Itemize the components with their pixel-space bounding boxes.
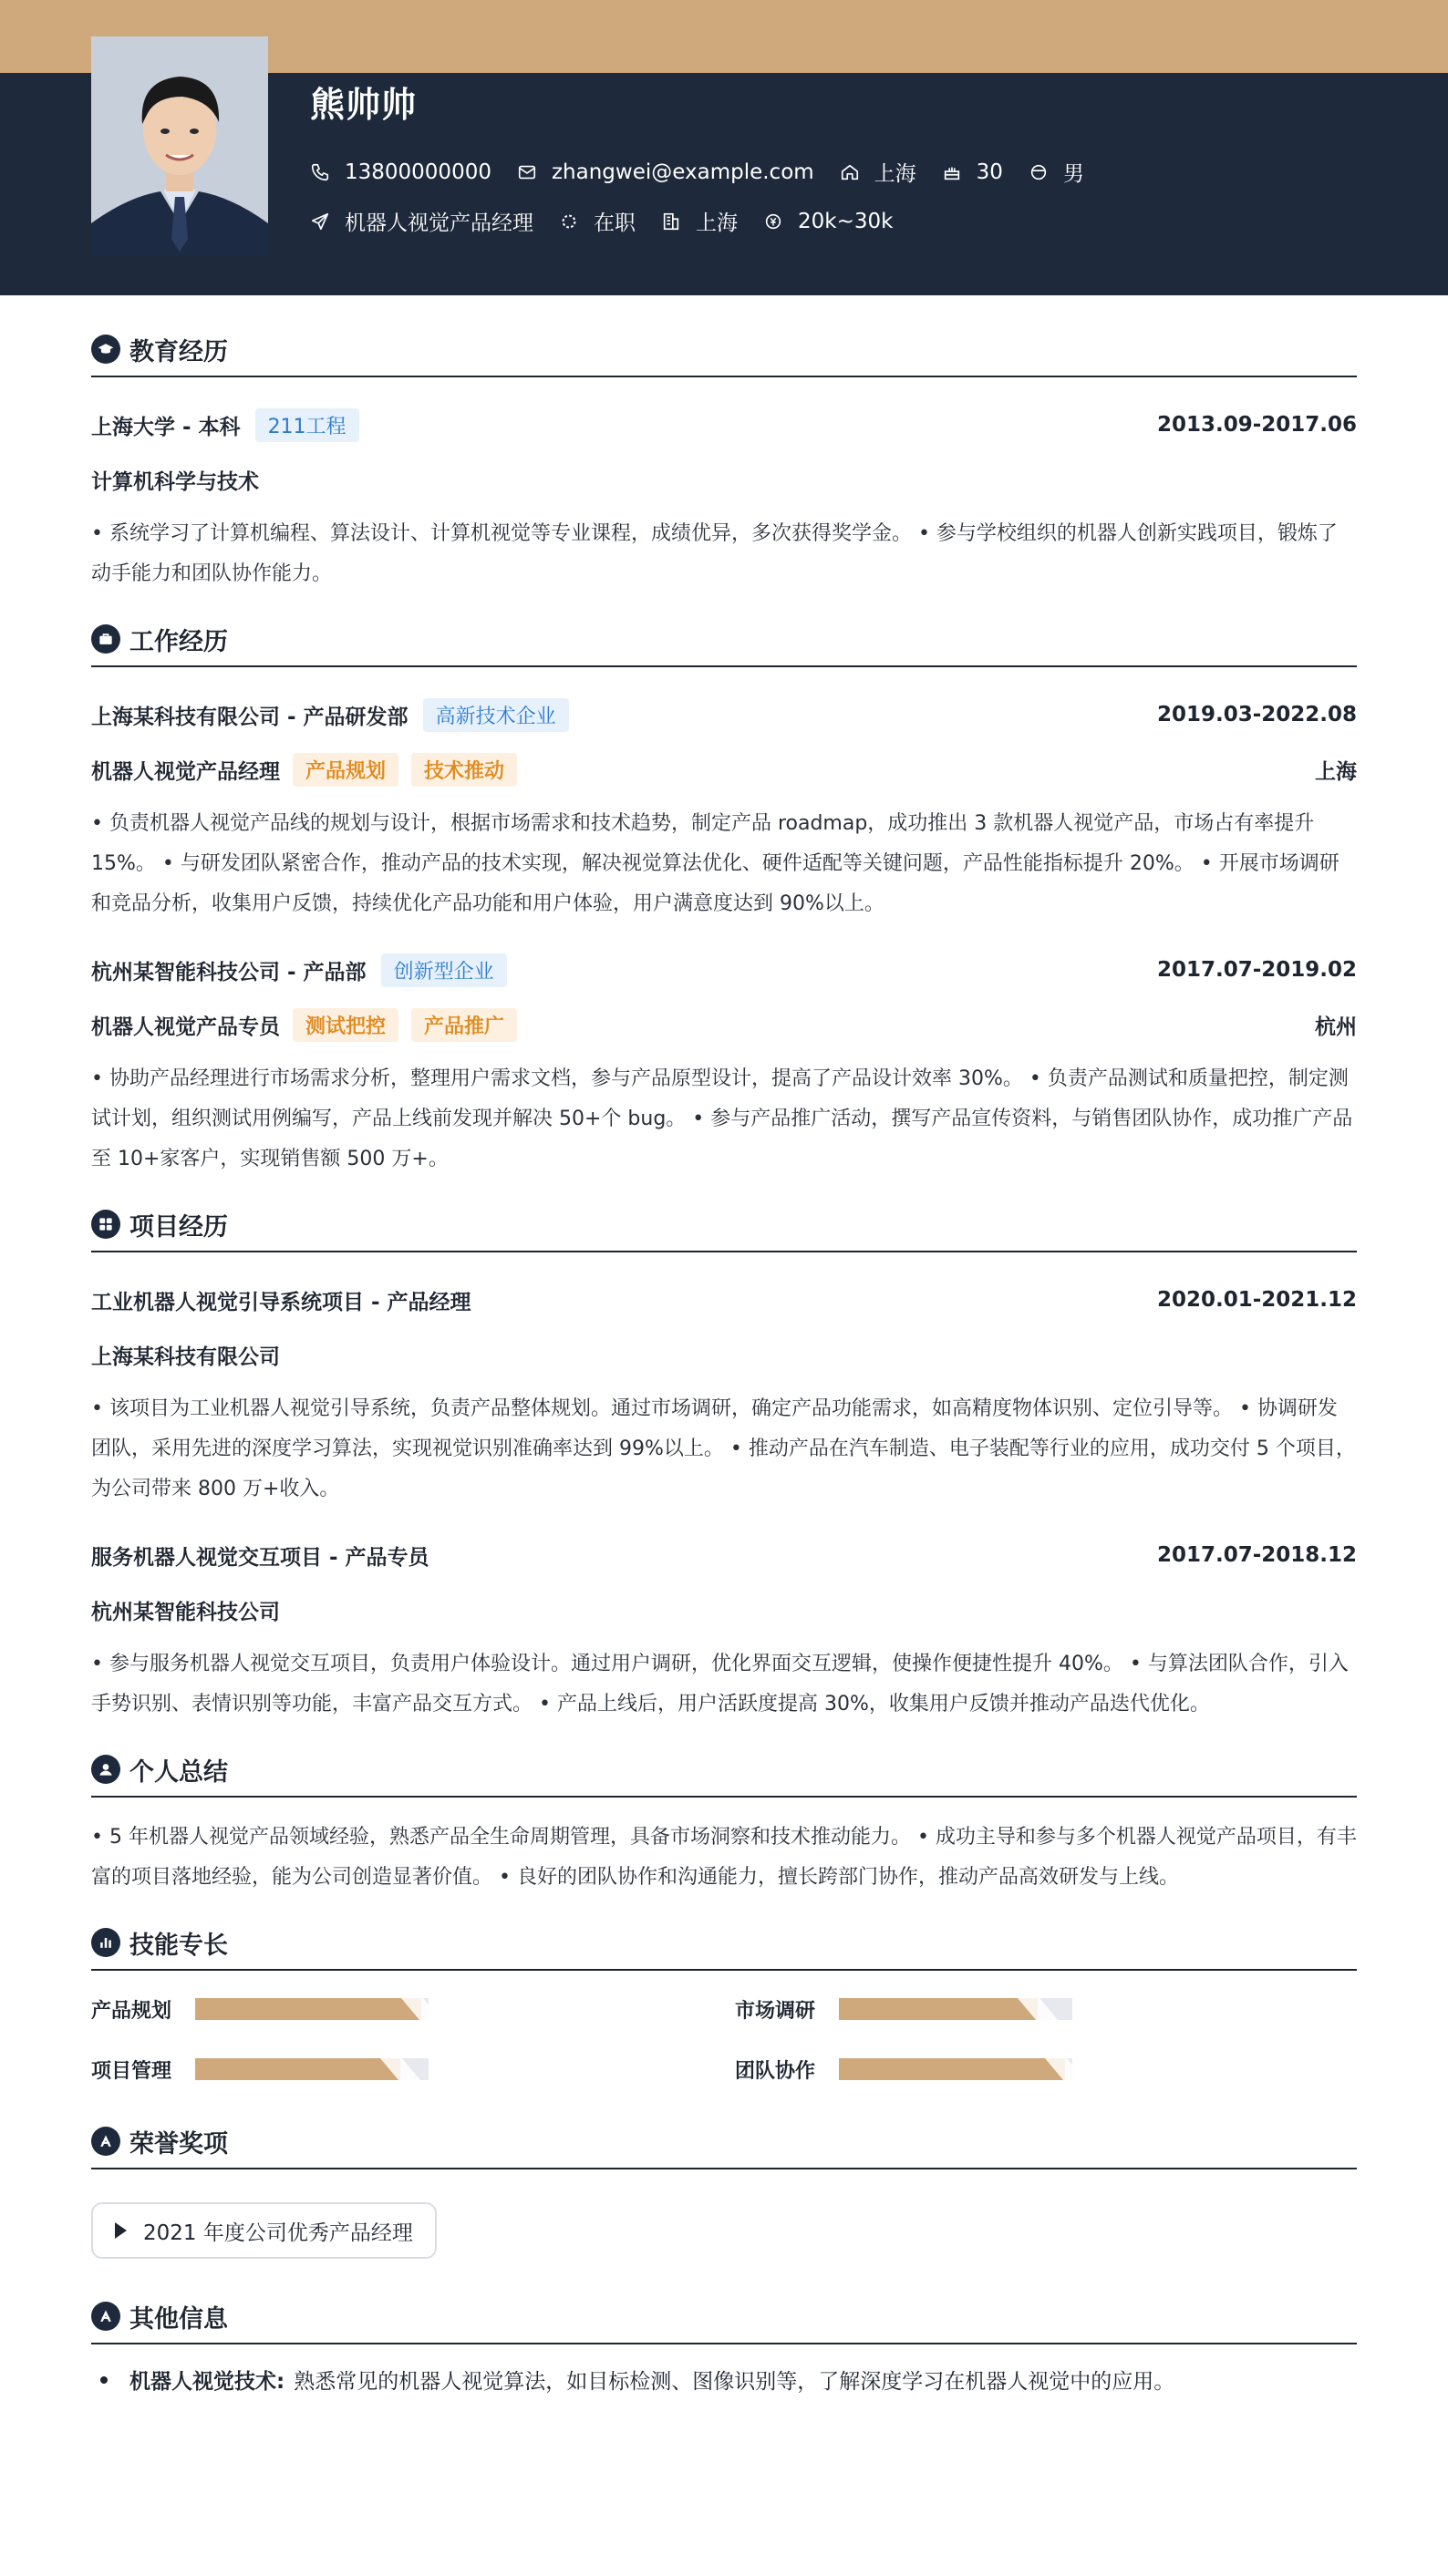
skill-bar [839, 2058, 1072, 2080]
education-row [91, 397, 1357, 452]
skill-label: 产品规划 [91, 1999, 172, 2023]
grid-icon [91, 1210, 120, 1239]
work-desc: • 负责机器人视觉产品线的规划与设计，根据市场需求和技术趋势，制定产品 roadmap，成功推出 3 款机器人视觉产品，市场占有率提升 15%。 • 与研发团队紧密合作，推动产品的技术实现，解决视觉算法优化、硬件适配等关键问题，产品性能指标提升 20%。 • 开展市场调研和竞品分析，收集用户反馈，持续优化产品功能和用户体验，用户满意度达到 90%以上。 [91, 812, 1339, 915]
award-item[interactable] [91, 2202, 437, 2259]
section-header [91, 2115, 1357, 2169]
work-section [91, 613, 1357, 1180]
skill-item [91, 1991, 735, 2027]
other-list [91, 2365, 1357, 2395]
work-company-row [91, 943, 1357, 997]
major-name: 计算机科学与技术 [91, 469, 259, 494]
section-title: 技能专长 [129, 1931, 228, 1960]
user-icon [91, 1755, 120, 1784]
skill-tag: 技术推动 [411, 753, 517, 787]
awards-section [91, 2115, 1357, 2290]
section-header [91, 1743, 1357, 1798]
list-item [91, 2365, 1357, 2395]
gender-value: 男 [1062, 162, 1084, 186]
building-icon [661, 211, 681, 232]
project-company: 杭州某智能科技公司 [91, 1600, 280, 1624]
project-row [91, 1273, 1357, 1327]
company-name: 上海某科技有限公司 - 产品研发部 [91, 705, 409, 729]
job-title: 机器人视觉产品专员 [91, 1015, 280, 1039]
company-tag: 高新技术企业 [423, 698, 569, 732]
city-item [840, 157, 916, 187]
award-icon [91, 2302, 120, 2331]
skill-fill [195, 2058, 400, 2080]
work-title-row [91, 997, 1357, 1052]
work-city: 上海 [1315, 759, 1357, 784]
project-row [91, 1528, 1357, 1582]
other-section [91, 2290, 1357, 2395]
projects-section [91, 1198, 1357, 1725]
education-section [91, 323, 1357, 594]
send-icon [310, 211, 330, 232]
skill-label: 项目管理 [91, 2059, 172, 2083]
project-name: 工业机器人视觉引导系统项目 - 产品经理 [91, 1290, 471, 1314]
candidate-name: 熊帅帅 [310, 85, 418, 125]
section-header [91, 1198, 1357, 1252]
avatar-photo [91, 36, 268, 255]
gender-item [1029, 157, 1084, 187]
section-title: 项目经历 [129, 1212, 228, 1242]
work-city-item [661, 206, 738, 236]
project-name: 服务机器人视觉交互项目 - 产品专员 [91, 1545, 429, 1570]
company-tag: 创新型企业 [381, 953, 507, 987]
section-title: 个人总结 [129, 1757, 228, 1787]
position-item [310, 206, 533, 236]
skill-fill [839, 2058, 1065, 2080]
play-triangle-icon [115, 2222, 127, 2239]
skill-item [91, 2051, 735, 2087]
section-title: 教育经历 [129, 337, 228, 366]
status-value: 在职 [594, 211, 636, 235]
section-header [91, 323, 1357, 377]
education-period: 2013.09-2017.06 [1156, 413, 1357, 437]
work-period: 2017.07-2019.02 [1156, 958, 1357, 982]
bar-chart-icon [91, 1928, 120, 1957]
skill-fill [839, 1998, 1038, 2020]
city-value: 上海 [874, 162, 916, 186]
section-header [91, 1916, 1357, 1971]
avatar [91, 36, 268, 255]
skills-grid [91, 1991, 1357, 2087]
skills-section [91, 1916, 1357, 2087]
section-title: 荣誉奖项 [129, 2129, 228, 2159]
work-company-row [91, 687, 1357, 742]
project-period: 2017.07-2018.12 [1156, 1543, 1357, 1567]
section-header [91, 613, 1357, 667]
skill-fill [195, 1998, 421, 2020]
graduation-cap-icon [91, 335, 120, 364]
project-period: 2020.01-2021.12 [1156, 1288, 1357, 1312]
skill-label: 团队协作 [735, 2059, 816, 2083]
salary-value: 20k~30k [798, 209, 894, 233]
job-title: 机器人视觉产品经理 [91, 759, 280, 784]
position-value: 机器人视觉产品经理 [345, 211, 533, 235]
work-title-row [91, 742, 1357, 797]
project-desc: • 参与服务机器人视觉交互项目，负责用户体验设计。通过用户调研，优化界面交互逻辑，使操作便捷性提升 40%。 • 与算法团队合作，引入手势识别、表情识别等功能，丰富产品交互方式。 • 产品上线后，用户活跃度提高 30%，收集用户反馈并推动产品迭代优化。 [91, 1653, 1349, 1716]
section-title: 工作经历 [129, 627, 228, 656]
email-value: zhangwei@example.com [551, 160, 814, 184]
work-period: 2019.03-2022.08 [1156, 703, 1357, 726]
skill-tag: 产品规划 [293, 753, 398, 787]
work-city-value: 上海 [696, 211, 738, 235]
salary-item [763, 210, 893, 233]
age-value: 30 [976, 160, 1003, 184]
section-title: 其他信息 [129, 2304, 228, 2334]
skill-bar [195, 2058, 429, 2080]
money-icon [763, 211, 783, 232]
education-desc: • 系统学习了计算机编程、算法设计、计算机视觉等专业课程，成绩优异，多次获得奖学金。 • 参与学校组织的机器人创新实践项目，锻炼了动手能力和团队协作能力。 [91, 522, 1338, 585]
other-value: 熟悉常见的机器人视觉算法，如目标检测、图像识别等，了解深度学习在机器人视觉中的应用。 [294, 2370, 1175, 2394]
phone-value: 13800000000 [345, 160, 491, 184]
resume-content [91, 323, 1357, 2395]
gender-icon [1029, 162, 1049, 182]
skill-bar [195, 1998, 429, 2020]
work-city: 杭州 [1315, 1015, 1357, 1039]
phone-item [310, 160, 491, 184]
skill-item [735, 1991, 1357, 2027]
award-icon [91, 2127, 120, 2156]
project-company: 上海某科技有限公司 [91, 1345, 280, 1369]
briefcase-icon [91, 624, 120, 654]
summary-text: • 5 年机器人视觉产品领域经验，熟悉产品全生命周期管理，具备市场洞察和技术推动能力。 • 成功主导和参与多个机器人视觉产品项目，有丰富的项目落地经验，能为公司创造显著价值。 • 良好的团队协作和沟通能力，擅长跨部门协作，推动产品高效研发与上线。 [91, 1826, 1357, 1889]
status-icon [559, 211, 579, 232]
home-icon [840, 162, 860, 182]
job-row [310, 206, 918, 236]
work-desc: • 协助产品经理进行市场需求分析，整理用户需求文档，参与产品原型设计，提高了产品设计效率 30%。 • 负责产品测试和质量把控，制定测试计划，组织测试用例编写，产品上线前发现并解决 50+个 bug。 • 参与产品推广活动，撰写产品宣传资料，与销售团队协作，成功推广产品至 10+家客户，实现销售额 500 万+。 [91, 1067, 1353, 1170]
school-name: 上海大学 - 本科 [91, 415, 241, 439]
skill-tag: 产品推广 [411, 1008, 517, 1042]
cake-icon [942, 162, 962, 182]
award-text: 2021 年度公司优秀产品经理 [143, 2221, 413, 2245]
bullet-icon [100, 2376, 108, 2384]
email-item [517, 160, 814, 184]
skill-tag: 测试把控 [293, 1008, 398, 1042]
other-key: 机器人视觉技术: [129, 2370, 285, 2394]
mail-icon [517, 162, 537, 182]
summary-section [91, 1743, 1357, 1898]
contact-row [310, 157, 1110, 187]
skill-label: 市场调研 [735, 1999, 816, 2023]
phone-icon [310, 162, 330, 182]
skill-bar [839, 1998, 1072, 2020]
major-row [91, 452, 1357, 507]
project-desc: • 该项目为工业机器人视觉引导系统，负责产品整体规划。通过市场调研，确定产品功能需求，如高精度物体识别、定位引导等。 • 协调研发团队，采用先进的深度学习算法，实现视觉识别准确率达到 99%以上。 • 推动产品在汽车制造、电子装配等行业的应用，成功交付 5 个项目，为公司带来 800 万+收入。 [91, 1397, 1356, 1500]
company-name: 杭州某智能科技公司 - 产品部 [91, 960, 367, 984]
section-header [91, 2290, 1357, 2344]
status-item [559, 206, 636, 236]
project-company-row [91, 1327, 1357, 1382]
school-tag: 211工程 [255, 408, 359, 442]
project-company-row [91, 1582, 1357, 1637]
age-item [942, 160, 1003, 184]
skill-item [735, 2051, 1357, 2087]
